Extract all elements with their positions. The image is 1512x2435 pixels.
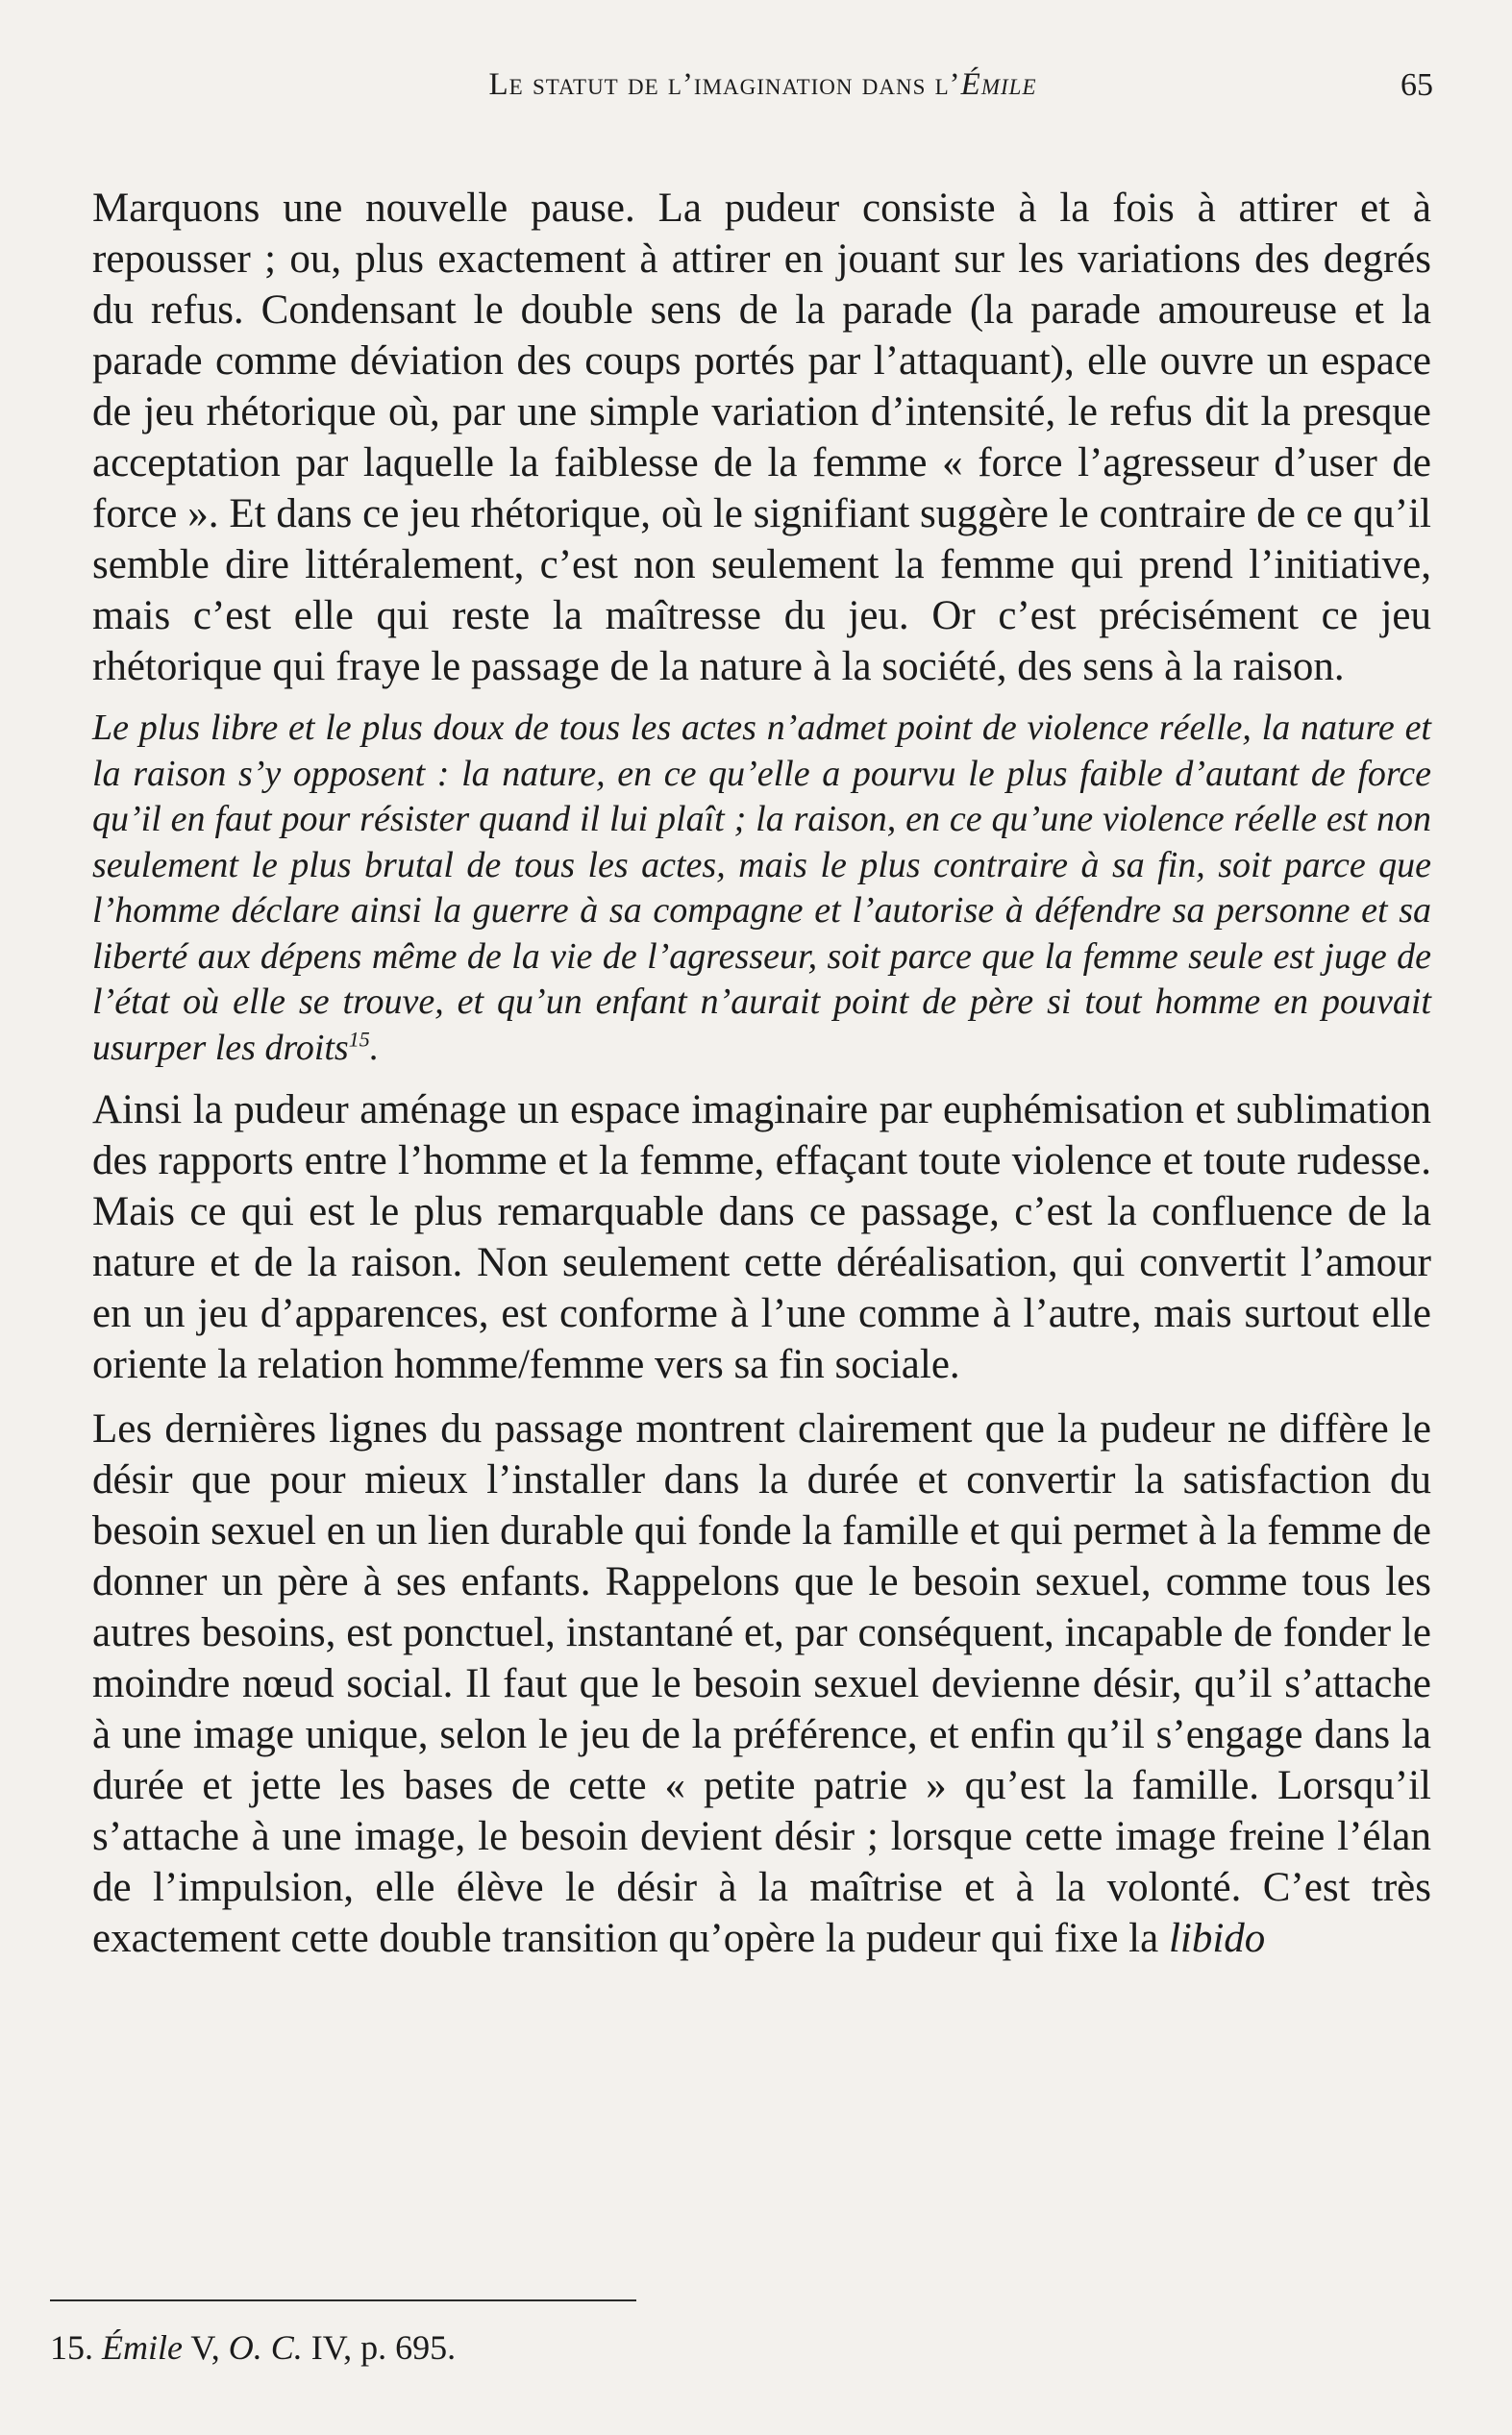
footnote-work: Émile (102, 2328, 183, 2367)
paragraph-3-italic-word: libido (1168, 1916, 1266, 1961)
footnote-part-1: V, (182, 2328, 229, 2367)
paragraph-1: Marquons une nouvelle pause. La pudeur consiste à la fois à attirer et à repousser ; ou, plus exactement à attirer en jouant sur les variations des degrés du refus. Condensant le double sens de la parade (la parade amoureuse et la parade comme déviation des coups portés par l’attaquant), elle ouvre un espace de jeu rhétorique où, par une simple variation d’intensité, le refus dit la presque acceptation par laquelle la faiblesse de la femme « force l’agresseur d’user de force ». Et dans ce jeu rhétorique, où le signifiant suggère le contraire de ce qu’il semble dire littéralement, c’est non seulement la femme qui prend l’initiative, mais c’est elle qui reste la maîtresse du jeu. Or c’est précisément ce jeu rhétorique qui fraye le passage de la nature à la société, des sens à la raison. (92, 186, 1431, 689)
footnote-divider (50, 2299, 636, 2301)
main-text (92, 183, 1431, 1977)
footnote-ref-15[interactable]: 15 (348, 1026, 370, 1051)
page-number: 65 (1400, 67, 1433, 103)
block-quote (92, 706, 1431, 1071)
paragraph-3-text: Les dernières lignes du passage montrent clairement que la pudeur ne diffère le désir que pour mieux l’installer dans la durée et convertir la satisfaction du besoin sexuel en un lien durable qui fonde la famille et qui permet à la femme de donner un père à ses enfants. Rappelons que le besoin sexuel, comme tous les autres besoins, est ponctuel, instantané et, par conséquent, incapable de fonder le moindre nœud social. Il faut que le besoin sexuel devienne désir, qu’il s’attache à une image unique, selon le jeu de la préférence, et enfin qu’il s’engage dans la durée et jette les bases de cette « petite patrie » qu’est la famille. Lorsqu’il s’attache à une image, le besoin devient désir ; lorsque cette image freine l’élan de l’impulsion, elle élève le désir à la maîtrise et à la volonté. C’est très exactement cette double transition qu’opère la pudeur qui fixe la (92, 1406, 1431, 1961)
footnote-number: 15. (50, 2328, 93, 2367)
footnote-oc: O. C. (228, 2328, 303, 2367)
page-header (92, 67, 1433, 113)
footnote-15 (50, 2326, 1300, 2369)
footnote-part-2: IV, p. 695. (302, 2328, 457, 2367)
running-title-text: Le statut de l’imagination dans l’ (488, 67, 961, 102)
running-title (92, 67, 1433, 103)
quote-text: Le plus libre et le plus doux de tous les actes n’admet point de violence réelle, la nature et la raison s’y opposent : la nature, en ce qu’elle a pourvu le plus faible d’autant de force qu’il en faut pour résister quand il lui plaît ; la raison, en ce qu’une violence réelle est non seulement le plus brutal de tous les actes, mais le plus contraire à sa fin, soit parce que l’homme déclare ainsi la guerre à sa compagne et l’autorise à défendre sa personne et sa liberté aux dépens même de la vie de l’agresseur, soit parce que la femme seule est juge de l’état où elle se trouve, et qu’un enfant n’aurait point de père si tout homme en pouvait usurper les droits (92, 708, 1431, 1068)
quote-end: . (369, 1027, 380, 1068)
paragraph-2: Ainsi la pudeur aménage un espace imaginaire par euphémisation et sublimation des rapports entre l’homme et la femme, effaçant toute violence et toute rudesse. Mais ce qui est le plus remarquable dans ce passage, c’est la confluence de la nature et de la raison. Non seulement cette déréalisation, qui convertit l’amour en un jeu d’apparences, est conforme à l’une comme à l’autre, mais surtout elle oriente la relation homme/femme vers sa fin sociale. (92, 1087, 1431, 1387)
running-title-work: Émile (960, 67, 1037, 102)
paragraph-3 (92, 1404, 1431, 1964)
